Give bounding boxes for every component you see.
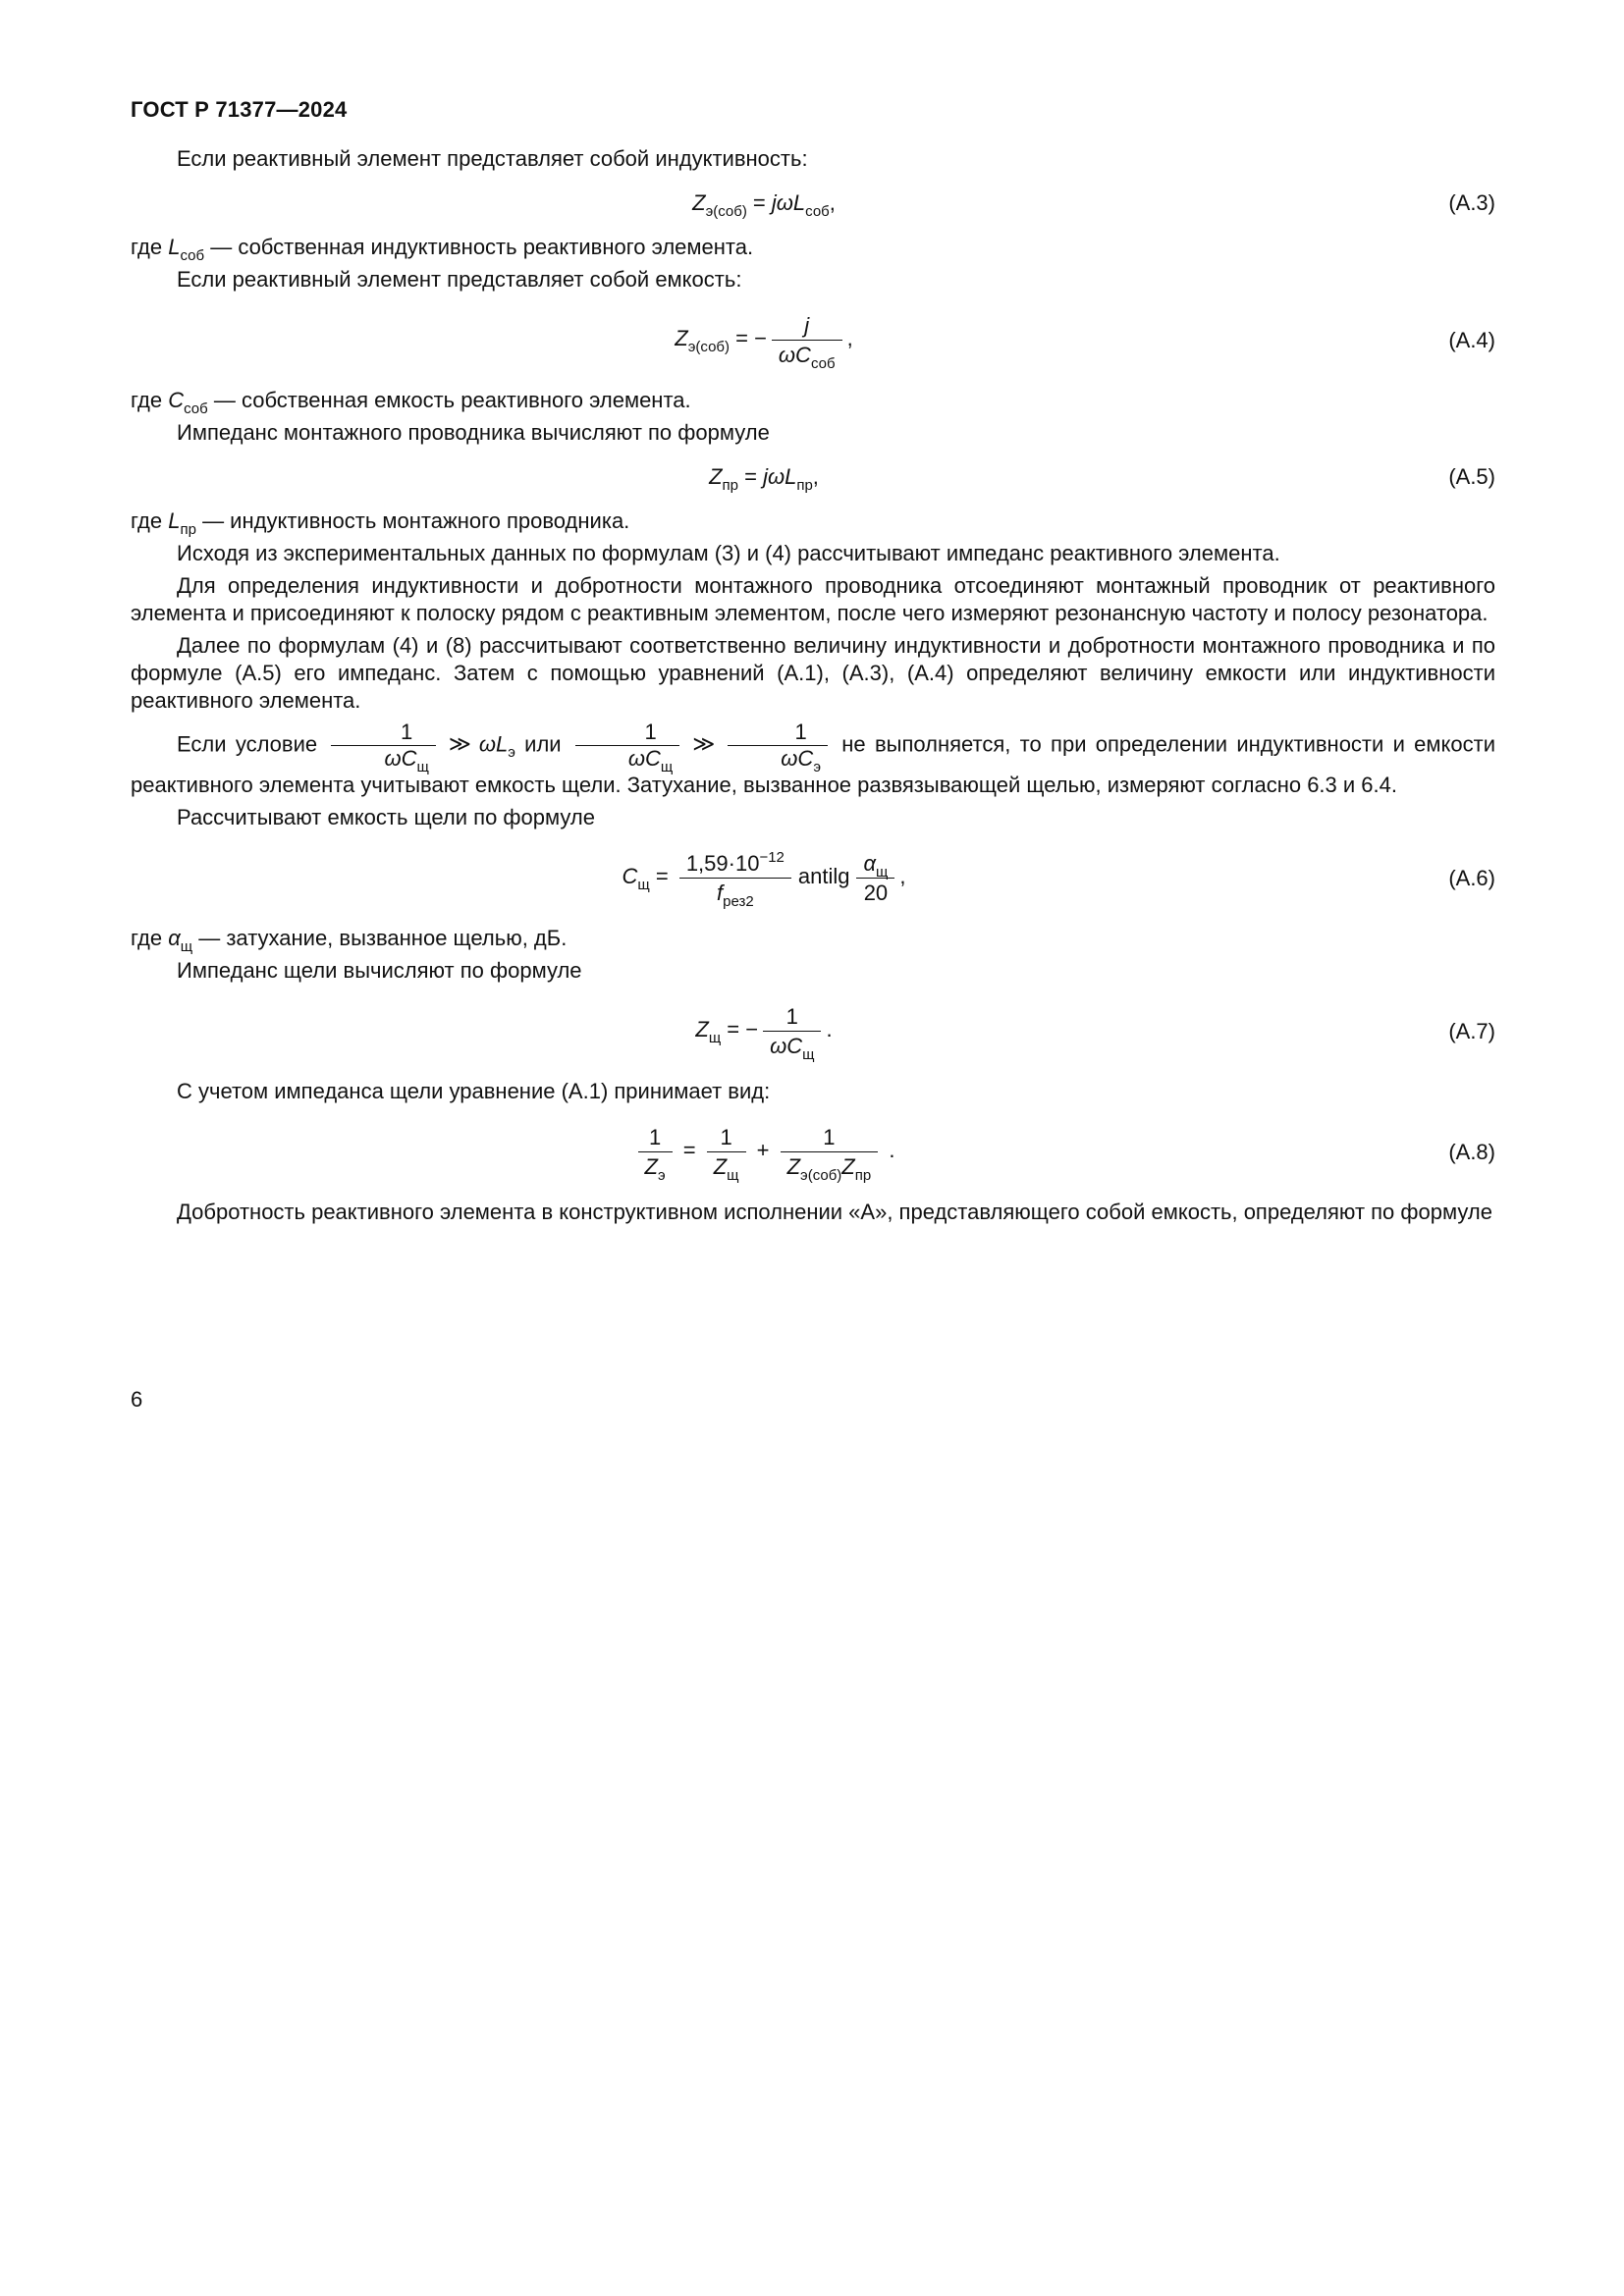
where-lead: где: [131, 926, 169, 950]
fraction: [763, 1002, 821, 1063]
formula-sub: э(соб): [705, 203, 747, 220]
formula-sub: э: [508, 744, 515, 762]
formula-sub: э(соб): [800, 1167, 842, 1184]
fraction: [728, 720, 828, 775]
where-line-csob: [131, 387, 1495, 417]
paragraph-slot-impedance: Импеданс щели вычисляют по формуле: [177, 958, 582, 983]
formula-equals: =: [677, 1138, 702, 1163]
fraction: [707, 1123, 746, 1184]
formula-a8: [633, 1125, 895, 1184]
fraction-numerator: 1: [823, 1125, 836, 1149]
formula-sub: щ: [180, 938, 193, 955]
equation-a5: [131, 462, 1495, 492]
much-greater-sign: ≫: [692, 731, 716, 757]
where-text: — затухание, вызванное щелью, дБ.: [192, 926, 568, 950]
equation-number-a7: (А.7): [1448, 1018, 1495, 1043]
antilg-function: antilg: [797, 864, 850, 889]
fraction-denominator: [728, 745, 828, 775]
formula-equals: =: [649, 864, 675, 889]
formula-punct: .: [826, 1017, 833, 1042]
formula-var: Z: [713, 1154, 728, 1179]
formula-var: j: [804, 313, 810, 338]
fraction-denominator: [575, 745, 679, 775]
formula-var: Z: [675, 326, 688, 351]
fraction-numerator: 1: [720, 1125, 732, 1149]
where-line-alpha: [131, 925, 1495, 955]
condition-text-end: не выполняется, то при определении индуктивности и емкости реактивного элемента учитывают емкость щели. Затухание, вызванное развязывающей щелью, измеряют согласно 6.3 и 6.4.: [131, 731, 1496, 797]
fraction: [772, 311, 842, 372]
formula-var: ωC: [778, 343, 811, 367]
page-number: 6: [131, 1387, 143, 1412]
formula-equals: =: [746, 190, 772, 215]
fraction-denominator: [772, 340, 842, 372]
formula-punct: ,: [812, 464, 819, 489]
formula-punct: ,: [899, 864, 906, 889]
fraction-numerator: [856, 849, 894, 881]
where-text: — индуктивность монтажного проводника.: [195, 508, 630, 533]
formula-sub: э: [657, 1167, 666, 1184]
fraction-denominator: [707, 1151, 746, 1184]
formula-sub: пр: [796, 477, 813, 494]
formula-sub: соб: [184, 400, 208, 417]
formula-var: L: [168, 508, 181, 533]
fraction-denominator: [763, 1031, 821, 1063]
paragraph-condition: [131, 720, 1495, 799]
condition-text-or: или: [514, 731, 570, 757]
fraction-denominator: [781, 1151, 879, 1184]
formula-var: α: [168, 926, 181, 950]
fraction: [856, 849, 894, 907]
fraction-numerator: 1: [648, 1125, 662, 1149]
paragraph-experimental: Исходя из экспериментальных данных по формулам (3) и (4) рассчитывают импеданс реактивного элемента.: [177, 541, 1280, 565]
formula-sub: пр: [180, 521, 196, 538]
fraction-numerator: 1: [644, 720, 657, 744]
fraction: [331, 720, 435, 775]
formula-equals: =: [737, 464, 764, 489]
formula-var: C: [168, 388, 185, 412]
fraction-numerator: [679, 849, 791, 878]
paragraph-capacitance-intro: Если реактивный элемент представляет собой емкость:: [177, 267, 742, 292]
formula-sub: э(соб): [687, 339, 730, 356]
formula-var: f: [717, 881, 724, 905]
paragraph-wire-impedance: Импеданс монтажного проводника вычисляют по формуле: [177, 420, 770, 445]
equation-a7: [131, 1002, 1495, 1063]
formula-sub: щ: [708, 1030, 722, 1047]
paragraph-a1-view: С учетом импеданса щели уравнение (А.1) принимает вид:: [177, 1079, 771, 1103]
paragraph-slot-capacity: Рассчитывают емкость щели по формуле: [177, 805, 595, 829]
formula-sub: щ: [802, 1046, 815, 1063]
equation-a8: [131, 1123, 1495, 1184]
formula-var: ωC: [384, 746, 417, 771]
fraction-numerator: 1: [401, 720, 413, 744]
formula-equals: = −: [721, 1017, 759, 1042]
formula-var: Z: [695, 1017, 709, 1042]
where-lead: где: [131, 508, 169, 533]
formula-sub: щ: [876, 864, 889, 881]
equation-number-a4: (А.4): [1448, 327, 1495, 352]
formula-sub: соб: [180, 247, 205, 264]
equation-number-a3: (А.3): [1448, 190, 1495, 215]
formula-var: jωL: [771, 190, 806, 215]
formula-sub: щ: [660, 759, 674, 775]
fraction-numerator: 1: [794, 720, 807, 744]
formula-var: C: [622, 864, 638, 889]
document-header: ГОСТ Р 71377—2024: [131, 97, 348, 122]
formula-plus: +: [750, 1138, 776, 1163]
fraction-numerator: [772, 311, 842, 340]
paragraph-further: Далее по формулам (4) и (8) рассчитывают соответственно величину индуктивности и добротности монтажного проводника и по формуле (А.5) его импеданс. Затем с помощью уравнений (А.1), (А.3), (А.4) определяют величину емкости или индуктивности реактивного элемента.: [131, 633, 1495, 713]
where-lead: где: [131, 388, 169, 412]
formula-var: α: [863, 851, 877, 876]
paragraph-determination: Для определения индуктивности и добротности монтажного проводника отсоединяют монтажный проводник от реактивного элемента и присоединяют к полоску рядом с реактивным элементом, после чего измеряют резонансную частоту и полосу резонатора.: [131, 573, 1495, 625]
where-text: — собственная индуктивность реактивного элемента.: [204, 235, 754, 259]
fraction: [679, 849, 791, 910]
equation-number-a5: (А.5): [1448, 464, 1495, 489]
formula-var: ωC: [627, 746, 661, 771]
formula-var: Z: [692, 190, 706, 215]
equation-number-a8: (А.8): [1448, 1139, 1495, 1164]
formula-equals: = −: [730, 326, 767, 351]
formula-a3: [692, 190, 836, 220]
much-greater-sign: ≫: [448, 731, 471, 757]
equation-a4: [131, 311, 1495, 372]
formula-sub: пр: [722, 477, 738, 494]
formula-var: jωL: [763, 464, 797, 489]
formula-var: Z: [841, 1154, 855, 1179]
fraction: [575, 720, 679, 775]
where-line-lpr: [131, 507, 1495, 538]
formula-var: ωC: [781, 746, 814, 771]
where-line-lsob: [131, 234, 1495, 264]
condition-text-start: Если условие: [177, 731, 327, 757]
fraction-denominator: [638, 1151, 673, 1184]
paragraph-inductance-intro: Если реактивный элемент представляет собой индуктивность:: [177, 146, 808, 171]
formula-var: Z: [644, 1154, 658, 1179]
formula-sup: −12: [759, 849, 785, 866]
formula-a5: [709, 464, 819, 494]
paragraph-quality-factor: Добротность реактивного элемента в конструктивном исполнении «А», представляющего собой емкость, определяют по формуле: [177, 1200, 1492, 1224]
formula-sub: соб: [810, 355, 836, 372]
document-content: [131, 96, 1495, 1231]
formula-sub: соб: [805, 203, 830, 220]
where-text: — собственная емкость реактивного элемента.: [207, 388, 691, 412]
equation-number-a6: (А.6): [1448, 865, 1495, 890]
formula-var: ωC: [770, 1034, 803, 1058]
fraction-denominator: 20: [856, 878, 894, 907]
formula-sub: щ: [416, 759, 429, 775]
formula-sub: э: [813, 759, 821, 775]
fraction: [638, 1123, 673, 1184]
formula-number: 1,59·10: [685, 851, 760, 876]
formula-var: L: [168, 235, 181, 259]
formula-punct: ,: [829, 190, 836, 215]
equation-a3: [131, 188, 1495, 218]
formula-sub: рез2: [723, 893, 754, 910]
fraction: [781, 1123, 879, 1184]
formula-var: ωL: [478, 731, 509, 757]
formula-sub: пр: [854, 1167, 872, 1184]
formula-sub: щ: [727, 1167, 739, 1184]
fraction-denominator: [679, 878, 791, 910]
formula-var: Z: [786, 1154, 801, 1179]
where-lead: где: [131, 235, 169, 259]
formula-var: Z: [709, 464, 723, 489]
equation-a6: [131, 849, 1495, 910]
fraction-numerator: 1: [785, 1004, 798, 1029]
formula-punct: .: [883, 1138, 895, 1163]
formula-punct: ,: [846, 326, 853, 351]
fraction-denominator: [331, 745, 435, 775]
formula-sub: щ: [637, 877, 650, 894]
